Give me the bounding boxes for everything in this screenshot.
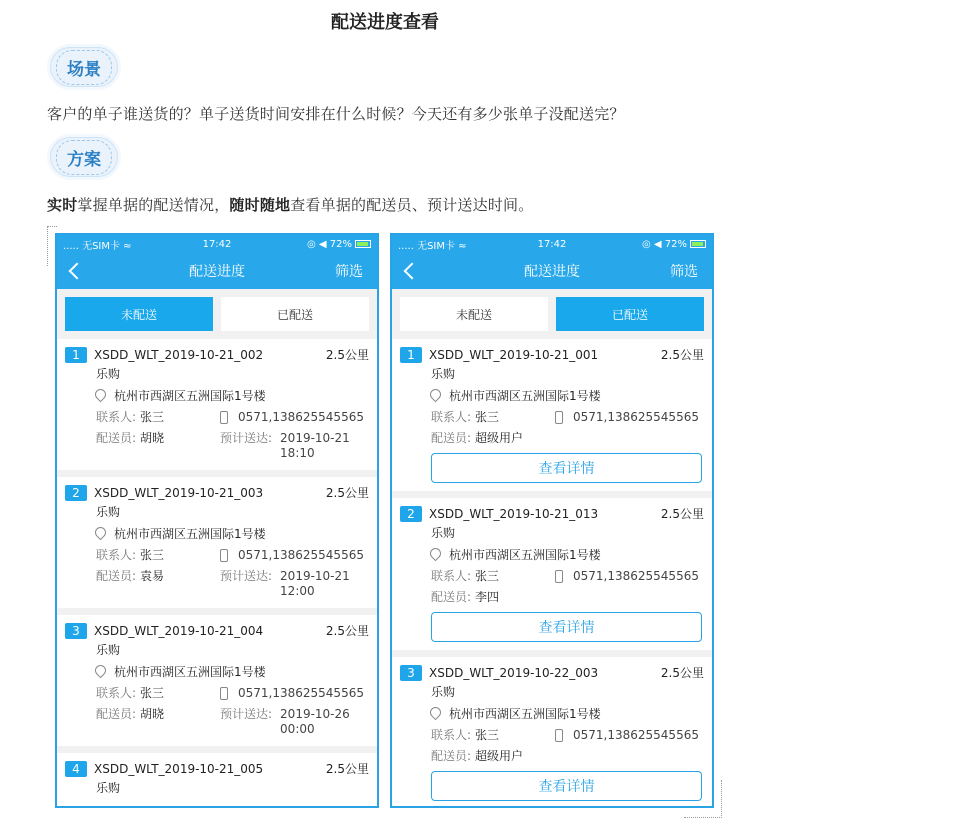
location-icon <box>429 389 441 403</box>
nav-title: 配送进度 <box>524 264 580 280</box>
location-icon <box>94 527 106 541</box>
filter-button[interactable]: 筛选 <box>335 264 363 280</box>
order-code: XSDD_WLT_2019-10-21_013 <box>429 506 599 521</box>
phone-icon <box>220 411 228 424</box>
view-detail-button[interactable]: 查看详情 <box>431 771 702 801</box>
nav-title: 配送进度 <box>189 264 245 280</box>
nav-bar <box>57 253 377 289</box>
phone-screen-delivered <box>390 233 714 808</box>
battery-icon <box>355 240 371 248</box>
order-card[interactable]: 2 XSDD_WLT_2019-10-21_013 2.5公里 乐购 杭州市西湖区五洲国际1号楼 联系人: 张三 0571,138625545565 配送员: 李四 查看详情 <box>392 498 712 650</box>
scene-text: 客户的单子谁送货的？单子送货时间安排在什么时候？今天还有多少张单子没配送完？ <box>47 105 625 123</box>
order-code: XSDD_WLT_2019-10-22_003 <box>429 665 599 680</box>
plan-text: 实时掌握单据的配送情况，随时随地查看单据的配送员、预计送达时间。 <box>47 196 534 214</box>
filter-button[interactable]: 筛选 <box>670 264 698 280</box>
tab-bar <box>57 289 377 339</box>
page-title: 配送进度查看 <box>331 12 439 33</box>
scene-badge: 场景 <box>50 47 118 87</box>
tab-undelivered[interactable]: 未配送 <box>65 297 213 331</box>
phone-screen-undelivered <box>55 233 379 808</box>
phone-icon <box>220 687 228 700</box>
order-card[interactable]: 3 XSDD_WLT_2019-10-21_004 2.5公里 乐购 杭州市西湖区五洲国际1号楼 联系人: 张三 0571,138625545565 配送员: 胡晓 预计送达: 2019-10-26 00:00 <box>57 615 377 746</box>
view-detail-button[interactable]: 查看详情 <box>431 612 702 642</box>
location-icon <box>94 389 106 403</box>
location-icon <box>429 548 441 562</box>
order-code: XSDD_WLT_2019-10-21_001 <box>429 347 599 362</box>
order-card[interactable]: 4 XSDD_WLT_2019-10-21_005 2.5公里 乐购 <box>57 753 377 808</box>
order-card[interactable]: 3 XSDD_WLT_2019-10-22_003 2.5公里 乐购 杭州市西湖区五洲国际1号楼 联系人: 张三 0571,138625545565 配送员: 超级用户 查看详情 <box>392 657 712 808</box>
order-card[interactable]: 2 XSDD_WLT_2019-10-21_003 2.5公里 乐购 杭州市西湖区五洲国际1号楼 联系人: 张三 0571,138625545565 配送员: 袁易 预计送达: 2019-10-21 12:00 <box>57 477 377 608</box>
location-icon <box>94 665 106 679</box>
view-detail-button[interactable]: 查看详情 <box>431 453 702 483</box>
tab-bar <box>392 289 712 339</box>
tab-delivered[interactable]: 已配送 <box>221 297 369 331</box>
plan-badge: 方案 <box>50 137 118 177</box>
order-card[interactable]: 1 XSDD_WLT_2019-10-21_001 2.5公里 乐购 杭州市西湖区五洲国际1号楼 联系人: 张三 0571,138625545565 配送员: 超级用户 查看详情 <box>392 339 712 491</box>
status-bar: ..... 无SIM卡 ≈ 17:42 ◎ ◀ 72% <box>57 235 377 253</box>
back-icon[interactable] <box>65 259 85 283</box>
location-icon <box>429 707 441 721</box>
phone-icon <box>555 411 563 424</box>
back-icon[interactable] <box>400 259 420 283</box>
battery-icon <box>690 240 706 248</box>
phone-icon <box>220 549 228 562</box>
phone-icon <box>555 570 563 583</box>
order-code: XSDD_WLT_2019-10-21_005 <box>94 761 264 776</box>
tab-undelivered[interactable]: 未配送 <box>400 297 548 331</box>
order-code: XSDD_WLT_2019-10-21_003 <box>94 485 264 500</box>
tab-delivered[interactable]: 已配送 <box>556 297 704 331</box>
nav-bar <box>392 253 712 289</box>
order-code: XSDD_WLT_2019-10-21_002 <box>94 347 264 362</box>
order-code: XSDD_WLT_2019-10-21_004 <box>94 623 264 638</box>
order-card[interactable]: 1 XSDD_WLT_2019-10-21_002 2.5公里 乐购 杭州市西湖区五洲国际1号楼 联系人: 张三 0571,138625545565 配送员: 胡晓 预计送达: 2019-10-21 18:10 <box>57 339 377 470</box>
status-bar: ..... 无SIM卡 ≈ 17:42 ◎ ◀ 72% <box>392 235 712 253</box>
phone-icon <box>555 729 563 742</box>
